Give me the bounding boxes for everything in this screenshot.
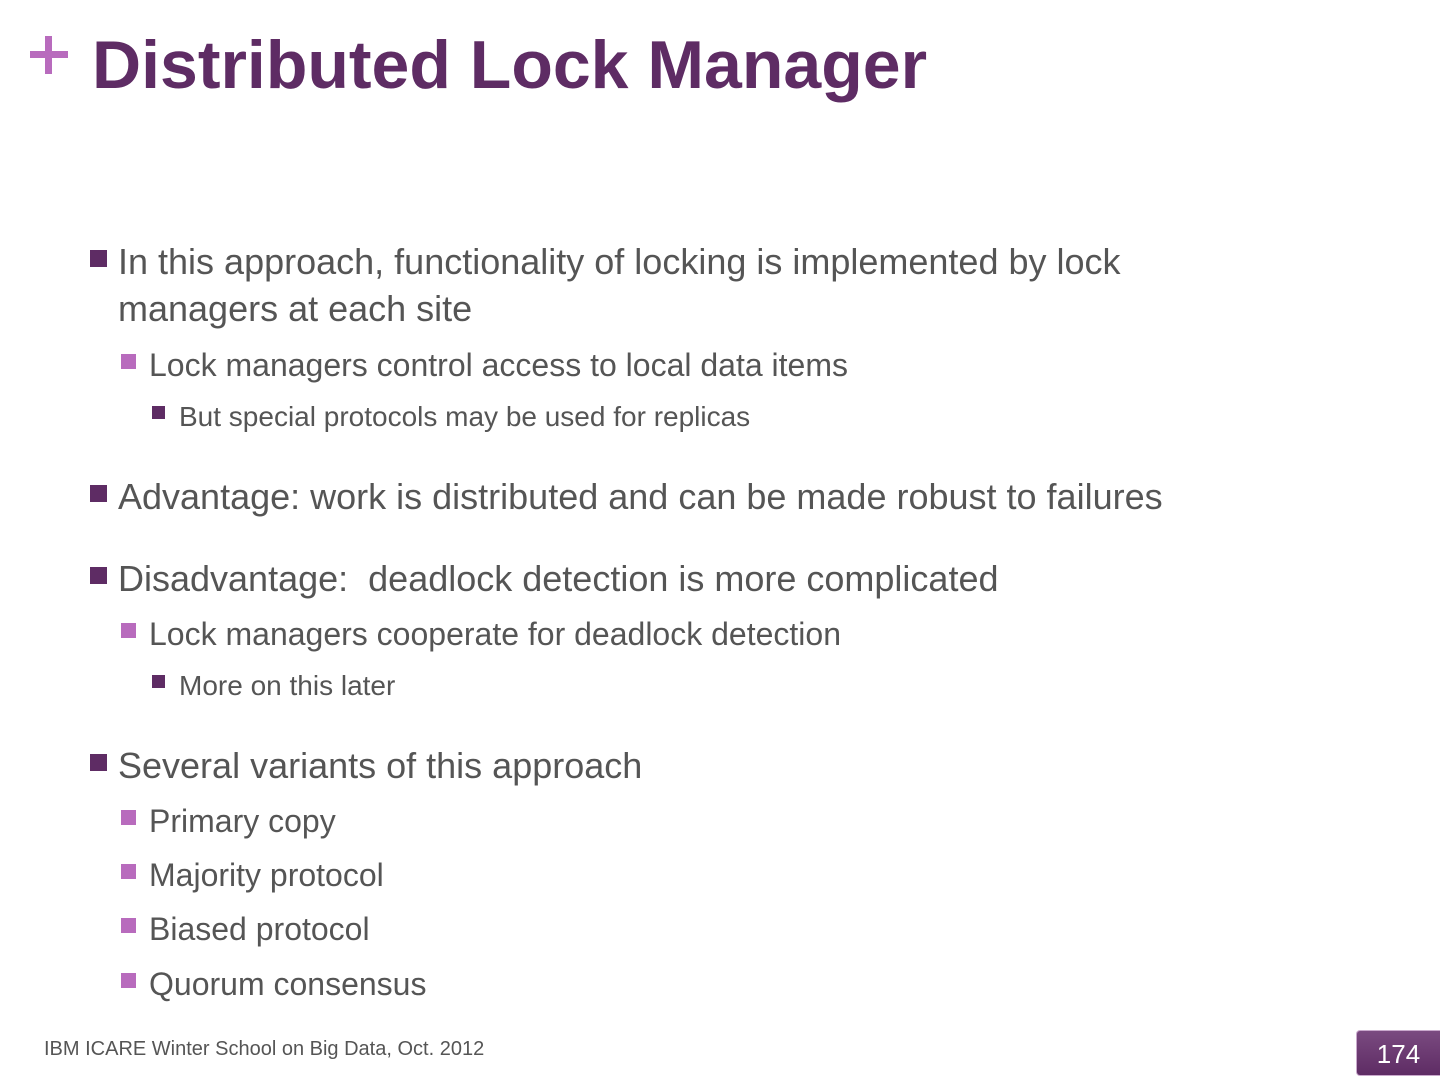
bullet-text: In this approach, functionality of locking is implemented by lock xyxy=(118,241,1121,282)
sub-bullet-text: Lock managers control access to local data items xyxy=(149,347,848,383)
bullet-item xyxy=(118,238,1121,332)
sub-sub-bullet-text: More on this later xyxy=(179,670,396,701)
square-bullet-icon xyxy=(152,675,165,688)
slide-footer: IBM ICARE Winter School on Big Data, Oct. 2012 xyxy=(44,1038,485,1060)
sub-sub-bullet-text: But special protocols may be used for replicas xyxy=(179,401,751,432)
bullet-text: Several variants of this approach xyxy=(118,745,643,786)
sub-bullet-item xyxy=(149,909,370,949)
sub-sub-bullet-item xyxy=(179,669,395,703)
sub-bullet-item xyxy=(149,964,426,1004)
page-number-badge: 174 xyxy=(1356,1030,1440,1076)
square-bullet-icon xyxy=(90,754,107,771)
sub-bullet-item xyxy=(149,345,848,385)
square-bullet-icon xyxy=(90,250,107,267)
square-bullet-icon xyxy=(121,810,136,825)
square-bullet-icon xyxy=(121,354,136,369)
sub-bullet-text: Biased protocol xyxy=(149,911,370,947)
square-bullet-icon xyxy=(90,485,107,502)
sub-bullet-item xyxy=(149,855,384,895)
square-bullet-icon xyxy=(121,623,136,638)
square-bullet-icon xyxy=(90,567,107,584)
sub-bullet-item xyxy=(149,801,336,841)
slide-title: Distributed Lock Manager xyxy=(92,27,928,103)
bullet-text-continuation: managers at each site xyxy=(118,288,473,329)
bullet-item xyxy=(118,473,1163,520)
square-bullet-icon xyxy=(152,406,165,419)
sub-bullet-text: Lock managers cooperate for deadlock detection xyxy=(149,616,841,652)
sub-bullet-item xyxy=(149,614,841,654)
plus-icon xyxy=(30,36,68,74)
square-bullet-icon xyxy=(121,864,136,879)
sub-bullet-text: Primary copy xyxy=(149,803,336,839)
square-bullet-icon xyxy=(121,918,136,933)
sub-bullet-text: Quorum consensus xyxy=(149,966,427,1002)
bullet-text: Advantage: work is distributed and can be made robust to failures xyxy=(118,476,1163,517)
bullet-item xyxy=(118,555,999,602)
bullet-text: Disadvantage: deadlock detection is more complicated xyxy=(118,558,999,599)
bullet-item xyxy=(118,742,642,789)
square-bullet-icon xyxy=(121,973,136,988)
sub-sub-bullet-item xyxy=(179,400,750,434)
sub-bullet-text: Majority protocol xyxy=(149,857,384,893)
